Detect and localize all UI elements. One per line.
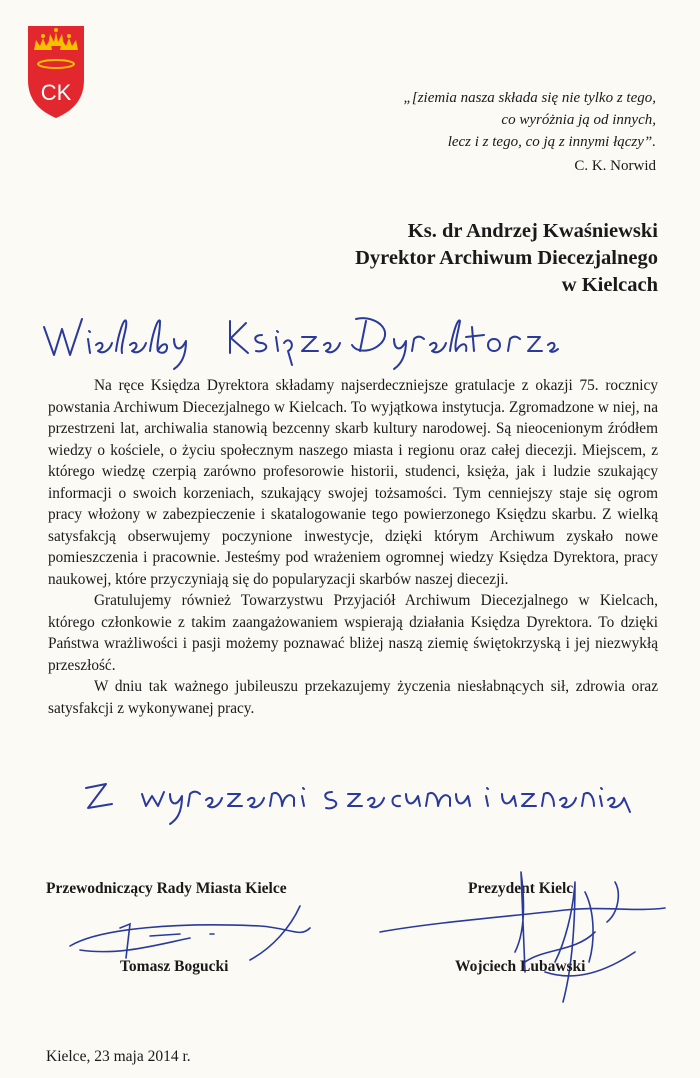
recipient-name: Ks. dr Andrzej Kwaśniewski bbox=[407, 220, 658, 242]
recipient-city: w Kielcach bbox=[561, 274, 658, 296]
body-paragraph: W dniu tak ważnego jubileuszu przekazujemy życzenia niesłabnących sił, zdrowia oraz satysfakcji z wykonywanej pracy. bbox=[48, 678, 658, 717]
place-and-date: Kielce, 23 maja 2014 r. bbox=[46, 1048, 191, 1065]
body-paragraph: Gratulujemy również Towarzystwu Przyjaciół Archiwum Diecezjalnego w Kielcach, którego członkowie z takim zaangażowaniem wspierają działania Księdza Dyrektora. To dzięki Państwa wrażliwości i pasji możemy poznawać bliżej naszą ziemię świętokrzyską i jej niezwykłą przeszłość. bbox=[48, 592, 658, 674]
handwritten-closing bbox=[82, 768, 642, 828]
city-coat-of-arms-logo bbox=[26, 24, 86, 120]
logo-initials: CK bbox=[40, 80, 72, 105]
motto-line: co wyróżnia ją od innych, bbox=[501, 112, 656, 128]
motto-line: lecz i z tego, co ją z innymi łączy”. bbox=[447, 134, 656, 150]
motto-author: C. K. Norwid bbox=[574, 158, 656, 174]
handwritten-salutation bbox=[40, 305, 560, 375]
left-signatory-name: Tomasz Bogucki bbox=[120, 958, 229, 975]
motto-line: „[ziemia nasza składa się nie tylko z tego, bbox=[403, 90, 656, 106]
letter-body bbox=[48, 375, 658, 719]
left-signatory-title: Przewodniczący Rady Miasta Kielce bbox=[46, 880, 287, 897]
right-signatory-name: Wojciech Lubawski bbox=[455, 958, 586, 975]
right-signature-scribble bbox=[375, 852, 675, 1012]
body-paragraph: Na ręce Księdza Dyrektora składamy najserdeczniejsze gratulacje z okazji 75. rocznicy powstania Archiwum Diecezjalnego w Kielcach. To wyjątkowa instytucja. Zgromadzone w niej, na przestrzeni lat, archiwalia stanowią bezcenny skarb kultury narodowej. Są nieocenionym źródłem wiedzy o kościele, o życiu społecznym naszego miasta i regionu oraz całej diecezji. Miejscem, z którego wiedzę czerpią zarówno profesorowie historii, studenci, księża, jak i ludzie szukający informacji o swoich korzeniach, szukający swojej tożsamości. Tym cenniejszy staje się ogrom pracy włożony w zabezpieczenie i skatalogowanie tego powierzonego Księdzu skarbu. Z wielką satysfakcją obserwujemy poczynione inwestycje, dzięki którym Archiwum zyskało nowe pomieszczenia i pracownie. Jesteśmy pod wrażeniem ogromnej wiedzy Księdza Dyrektora, pracy naukowej, które przyczyniają się do popularyzacji skarbów naszej diecezji. bbox=[48, 377, 658, 588]
recipient-position: Dyrektor Archiwum Diecezjalnego bbox=[355, 247, 658, 269]
motto-quote bbox=[404, 87, 656, 177]
right-signatory-title: Prezydent Kielc bbox=[468, 880, 574, 897]
recipient-block bbox=[355, 218, 658, 299]
